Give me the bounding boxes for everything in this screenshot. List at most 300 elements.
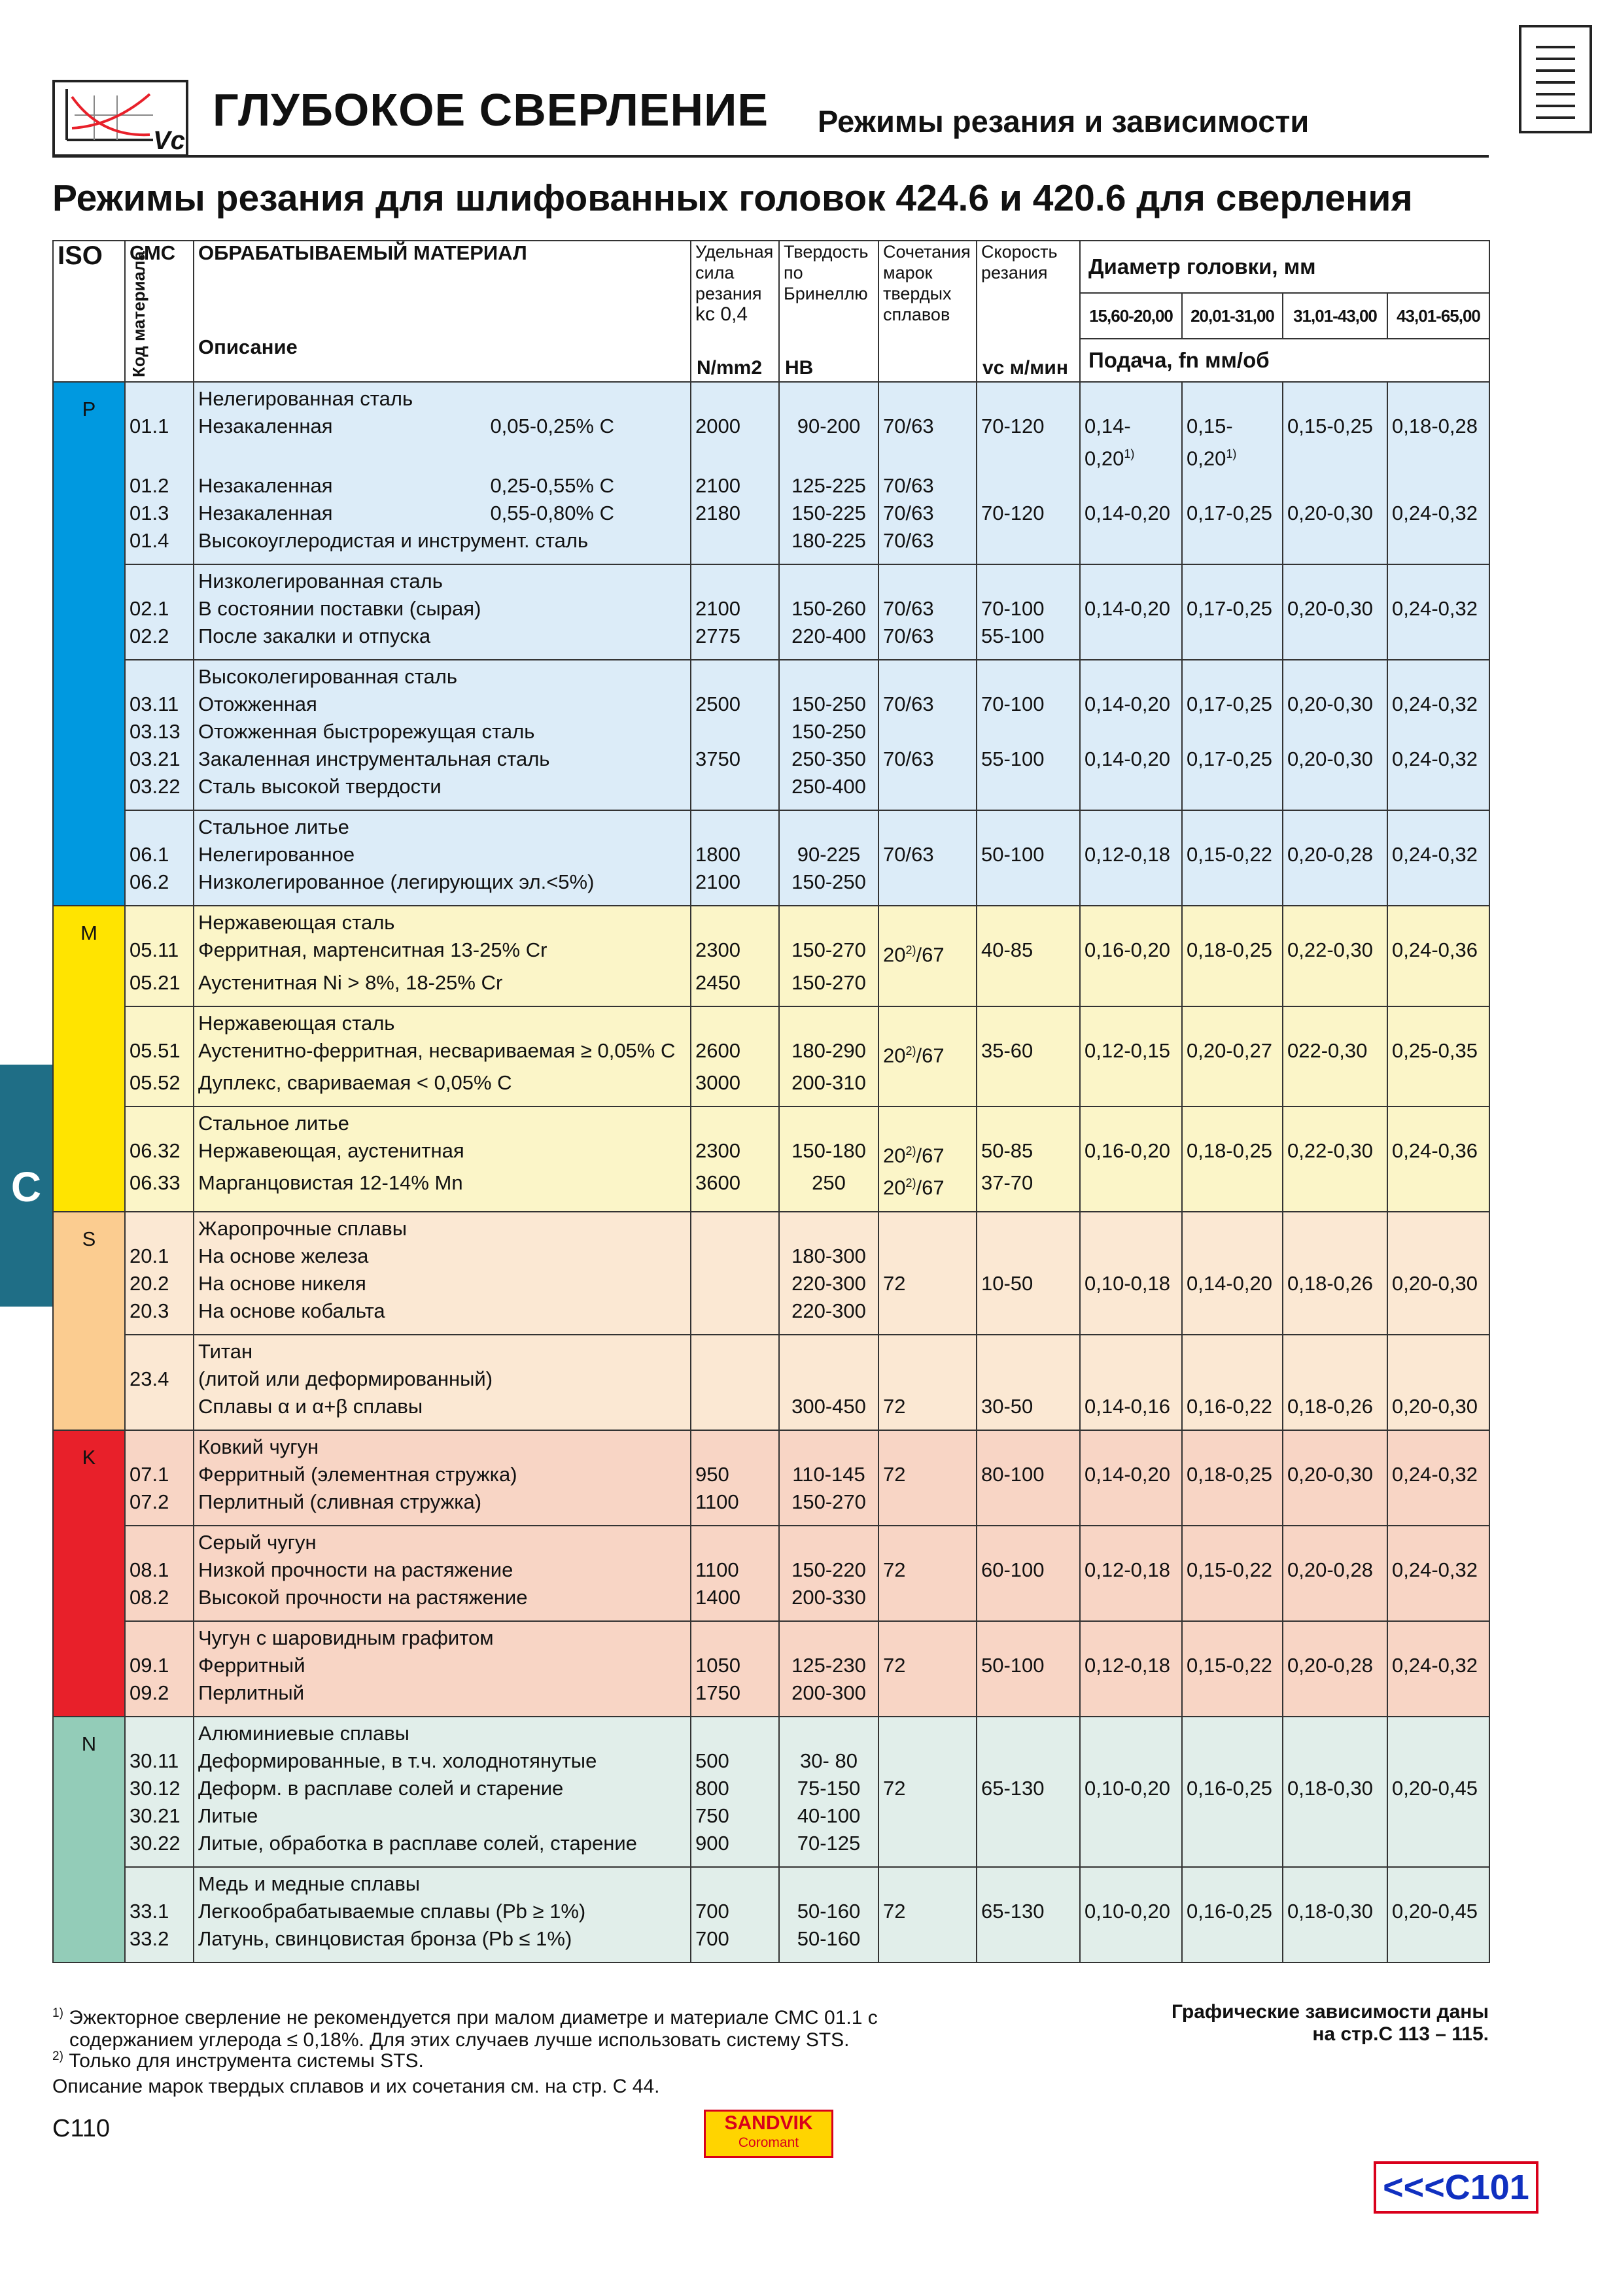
group-title-row [53,1212,1489,1242]
feed-header: Подача, fn мм/об [1080,339,1489,382]
cmc-cell [125,1717,194,1747]
blank-cell [977,1621,1080,1652]
kc-cell: 750 [691,1802,779,1830]
blank-cell [878,1006,977,1037]
blank-cell [779,1621,878,1652]
hb-cell: 90-225 [779,841,878,868]
f1-cell: 0,14-0,20 [1080,691,1182,718]
blank-cell [691,1212,779,1242]
f1-cell [1080,527,1182,564]
f3-cell [1283,1925,1387,1962]
blank-cell [1182,1212,1283,1242]
f4-cell: 0,24-0,32 [1387,595,1489,623]
table-row [53,1461,1489,1488]
speed-header [977,241,1080,382]
force-header-line: резания [695,284,762,303]
f3-cell [1283,1830,1387,1867]
f1-cell: 0,16-0,20 [1080,1137,1182,1169]
blank-cell [1283,1867,1387,1898]
kc-cell: 800 [691,1775,779,1802]
grade-value: 20 [883,1043,906,1067]
f1-cell [1080,623,1182,660]
kc-cell [691,1242,779,1270]
material-description: Высокой прочности на растяжение [194,1584,691,1621]
grades-cell [878,773,977,810]
grade-value: 20 [883,943,906,967]
vc-cell: 55-100 [977,745,1080,773]
material-description: В состоянии поставки (сырая) [194,595,691,623]
blank-cell [878,564,977,595]
grades-cell [878,1802,977,1830]
f1-cell: 0,12-0,15 [1080,1037,1182,1069]
vc-cell: 50-100 [977,841,1080,868]
footnote-marker: 2) [905,1144,916,1157]
blank-cell [1387,1335,1489,1365]
f2-cell [1182,472,1283,500]
brand-name: SANDVIK [724,2112,813,2134]
table-row [53,527,1489,564]
cmc-code: 06.2 [125,868,194,906]
f2-cell [1182,1069,1283,1106]
grades-cell [878,1747,977,1775]
material-description: Сталь высокой твердости [194,773,691,810]
table-row [53,1137,1489,1169]
material-desc-header: Описание [198,335,298,358]
table-row [53,1069,1489,1106]
blank-cell [1387,906,1489,936]
grades-cell [878,1242,977,1270]
material-description: Аустенитная Ni > 8%, 18-25% Cr [194,969,691,1006]
f4-cell [1387,969,1489,1006]
f1-cell [1080,1069,1182,1106]
table-row [53,841,1489,868]
grades-cell: 72 [878,1393,977,1430]
blank-cell [779,1335,878,1365]
f3-cell: 0,18-0,30 [1283,1775,1387,1802]
blank-cell [1387,810,1489,841]
iso-group-p: P [53,382,125,906]
f3-cell: 0,20-0,30 [1283,595,1387,623]
f4-cell: 0,20-0,30 [1387,1393,1489,1430]
f4-cell [1387,1802,1489,1830]
f2-cell: 0,18-0,25 [1182,936,1283,968]
cmc-code: 02.2 [125,623,194,660]
f1-cell [1080,1679,1182,1717]
grades-cell [878,868,977,906]
material-description: Дуплекс, свариваемая < 0,05% C [194,1069,691,1106]
footnote-marker: 2) [905,944,916,957]
force-header [691,241,779,382]
blank-cell [1182,382,1283,413]
blank-cell [977,382,1080,413]
vc-cell [977,1584,1080,1621]
blank-cell [878,1212,977,1242]
f1-cell [1080,1925,1182,1962]
f2-cell [1182,1747,1283,1775]
table-row [53,969,1489,1006]
vc-cell [977,1488,1080,1526]
blank-cell [691,1106,779,1137]
feed-value: 0,14-0,20 [1085,415,1131,470]
f2-cell [1182,773,1283,810]
graphs-reference[interactable] [1172,2001,1489,2046]
header-subtitle: Режимы резания и зависимости [818,104,1310,139]
f3-cell: 0,18-0,26 [1283,1393,1387,1430]
vc-cell: 70-120 [977,413,1080,472]
table-row [53,868,1489,906]
table-row [53,413,1489,472]
table-row [53,595,1489,623]
f1-cell [1080,1169,1182,1211]
f4-cell: 0,24-0,32 [1387,745,1489,773]
hb-cell: 150-270 [779,969,878,1006]
blank-cell [1283,1335,1387,1365]
kc-cell: 950 [691,1461,779,1488]
cmc-code: 03.22 [125,773,194,810]
blank-cell [878,906,977,936]
blank-cell [977,1006,1080,1037]
cutting-data-table [52,240,1490,1963]
blank-cell [1182,1526,1283,1556]
material-description [194,413,691,472]
material-group-title: Медь и медные сплавы [194,1867,691,1898]
diameter-column: 20,01-31,00 [1182,293,1283,339]
vc-cell: 37-70 [977,1169,1080,1211]
f3-cell [1283,1169,1387,1211]
kc-cell: 2300 [691,936,779,968]
f1-cell [1080,413,1182,472]
table-row [53,1169,1489,1211]
f1-cell: 0,14-0,20 [1080,500,1182,527]
hb-cell: 75-150 [779,1775,878,1802]
cmc-code: 01.2 [125,472,194,500]
kc-cell: 1800 [691,841,779,868]
f4-cell [1387,1925,1489,1962]
blank-cell [1080,1526,1182,1556]
blank-cell [779,1867,878,1898]
grades-cell: 70/63 [878,691,977,718]
hb-cell: 150-225 [779,500,878,527]
page-number: C110 [52,2115,111,2142]
f3-cell: 0,18-0,26 [1283,1270,1387,1297]
blank-cell [977,1430,1080,1461]
cmc-cell [125,382,194,413]
blank-cell [878,1335,977,1365]
cmc-code-header: Код материала [129,251,148,377]
grades-header-line: марок [883,263,933,283]
grades-cell [878,1830,977,1867]
vc-cell: 35-60 [977,1037,1080,1069]
f4-cell [1387,1069,1489,1106]
cmc-code: 06.32 [125,1137,194,1169]
blank-cell [1387,382,1489,413]
cmc-code: 20.1 [125,1242,194,1270]
f2-cell: 0,18-0,25 [1182,1137,1283,1169]
blank-cell [779,1006,878,1037]
f1-cell: 0,12-0,18 [1080,1652,1182,1679]
blank-cell [977,906,1080,936]
table-row [53,718,1489,745]
hb-cell: 220-300 [779,1270,878,1297]
group-title-row [53,1867,1489,1898]
cmc-header [125,241,194,382]
header-title: ГЛУБОКОЕ СВЕРЛЕНИЕ [213,84,769,135]
f1-cell [1080,1488,1182,1526]
kc-cell: 1100 [691,1556,779,1584]
blank-cell [878,660,977,691]
diameter-column: 43,01-65,00 [1387,293,1489,339]
f2-cell [1182,969,1283,1006]
blank-cell [1283,1717,1387,1747]
f3-cell [1283,773,1387,810]
description-text: Незакаленная [198,474,333,498]
kc-cell [691,1297,779,1335]
grades-cell [878,1137,977,1169]
blank-cell [977,1106,1080,1137]
f4-cell: 0,24-0,32 [1387,500,1489,527]
blank-cell [878,1526,977,1556]
cutting-speed-graph-icon [52,80,188,157]
grades-cell: 72 [878,1652,977,1679]
f2-cell: 0,16-0,25 [1182,1898,1283,1925]
blank-cell [691,564,779,595]
grade-value-suffix: /67 [916,1043,945,1067]
table-row [53,1802,1489,1830]
hb-cell: 40-100 [779,1802,878,1830]
cmc-code: 30.21 [125,1802,194,1830]
blank-cell [1080,906,1182,936]
blank-cell [1387,564,1489,595]
blank-cell [779,1717,878,1747]
f4-cell [1387,868,1489,906]
kc-cell: 3600 [691,1169,779,1211]
f2-cell [1182,527,1283,564]
cmc-code: 06.1 [125,841,194,868]
brand-logo [704,2110,833,2158]
f2-cell: 0,17-0,25 [1182,745,1283,773]
cmc-code: 05.52 [125,1069,194,1106]
f3-cell: 0,22-0,30 [1283,936,1387,968]
f3-cell: 022-0,30 [1283,1037,1387,1069]
f2-cell: 0,17-0,25 [1182,500,1283,527]
blank-cell [1080,1212,1182,1242]
blank-cell [1080,1430,1182,1461]
vc-cell [977,1069,1080,1106]
grades-cell: 72 [878,1556,977,1584]
f3-cell: 0,18-0,30 [1283,1898,1387,1925]
blank-cell [1080,660,1182,691]
hardness-header-line: по [784,263,803,283]
f4-cell [1387,1679,1489,1717]
material-group-title: Стальное литье [194,1106,691,1137]
f2-cell [1182,1830,1283,1867]
grades-cell [878,1584,977,1621]
f1-cell: 0,10-0,18 [1080,1270,1182,1297]
group-title-row [53,382,1489,413]
grades-cell: 70/63 [878,623,977,660]
kc-cell: 900 [691,1830,779,1867]
hb-cell: 250-400 [779,773,878,810]
section-tab[interactable] [0,1065,52,1307]
vc-cell [977,1925,1080,1962]
header-divider [52,155,1489,158]
vc-cell [977,868,1080,906]
kc-cell: 700 [691,1898,779,1925]
f2-cell [1182,1242,1283,1270]
blank-cell [1080,1106,1182,1137]
blank-cell [1080,810,1182,841]
diameter-column: 31,01-43,00 [1283,293,1387,339]
material-description: Латунь, свинцовистая бронза (Pb ≤ 1%) [194,1925,691,1962]
f2-cell [1182,1679,1283,1717]
cmc-code: 02.1 [125,595,194,623]
cmc-code: 03.11 [125,691,194,718]
vc-cell: 50-85 [977,1137,1080,1169]
f2-cell: 0,17-0,25 [1182,691,1283,718]
blank-cell [779,810,878,841]
hb-cell [779,1365,878,1393]
material-description [194,472,691,500]
material-description-line [198,413,686,440]
blank-cell [1387,1526,1489,1556]
hb-cell: 150-180 [779,1137,878,1169]
material-description: Ферритный (элементная стружка) [194,1461,691,1488]
f1-cell [1080,1747,1182,1775]
table-row [53,1652,1489,1679]
vc-cell: 50-100 [977,1652,1080,1679]
f4-cell: 0,24-0,32 [1387,1556,1489,1584]
vc-cell [977,472,1080,500]
f4-cell [1387,1830,1489,1867]
table-row [53,745,1489,773]
material-description: На основе никеля [194,1270,691,1297]
grades-cell: 70/63 [878,527,977,564]
blank-cell [977,660,1080,691]
material-group-title: Серый чугун [194,1526,691,1556]
material-header-label: ОБРАБАТЫВАЕМЫЙ МАТЕРИАЛ [198,241,527,264]
document-icon[interactable] [1519,25,1592,133]
material-group-title: Низколегированная сталь [194,564,691,595]
grades-cell [878,718,977,745]
vc-cell: 65-130 [977,1775,1080,1802]
f1-cell: 0,10-0,20 [1080,1898,1182,1925]
cmc-code: 03.21 [125,745,194,773]
kc-cell: 2100 [691,595,779,623]
grades-cell [878,969,977,1006]
cmc-cell [125,906,194,936]
hb-cell: 150-220 [779,1556,878,1584]
material-description: Легкообрабатываемые сплавы (Pb ≥ 1%) [194,1898,691,1925]
vc-cell [977,1830,1080,1867]
hardness-header-line: Твердость [784,242,869,262]
footnote-marker: 1) [1124,447,1135,460]
hb-cell: 220-400 [779,623,878,660]
carbon-content: 0,05-0,25% C [490,415,614,437]
hb-cell: 150-260 [779,595,878,623]
grades-header [878,241,977,382]
f3-cell: 0,20-0,30 [1283,500,1387,527]
vc-cell [977,773,1080,810]
f3-cell: 0,20-0,30 [1283,745,1387,773]
graphs-reference-line: на стр.С 113 – 115. [1312,2023,1489,2045]
material-group-title: Нержавеющая сталь [194,1006,691,1037]
hardness-header-line: Бринеллю [784,284,868,303]
table-row [53,1679,1489,1717]
material-description: Отожженная быстрорежущая сталь [194,718,691,745]
material-description [194,500,691,527]
f4-cell: 0,24-0,32 [1387,841,1489,868]
blank-cell [691,1621,779,1652]
cmc-code: 20.3 [125,1297,194,1335]
hb-cell: 90-200 [779,413,878,472]
page-heading: Режимы резания для шлифованных головок 424.6 и 420.6 для сверления [52,177,1413,219]
vc-cell [977,1297,1080,1335]
vc-cell: 70-100 [977,595,1080,623]
force-unit: N/mm2 [697,357,763,379]
iso-group-s: S [53,1212,125,1430]
blank-cell [1080,564,1182,595]
material-group-title: Жаропрочные сплавы [194,1212,691,1242]
kc-cell: 1100 [691,1488,779,1526]
blank-cell [1080,1335,1182,1365]
feed-value: 0,15-0,20 [1187,415,1233,470]
blank-cell [691,1430,779,1461]
cmc-code: 01.4 [125,527,194,564]
graph-icon [55,82,186,154]
group-title-row [53,1430,1489,1461]
table-row [53,1747,1489,1775]
kc-cell: 700 [691,1925,779,1962]
kc-cell: 2600 [691,1037,779,1069]
iso-group-m: M [53,906,125,1211]
material-group-title: Ковкий чугун [194,1430,691,1461]
f3-cell: 0,15-0,25 [1283,413,1387,472]
material-description: Ферритный [194,1652,691,1679]
blank-cell [1387,1106,1489,1137]
f3-cell: 0,20-0,28 [1283,1556,1387,1584]
f1-cell [1080,1584,1182,1621]
back-link[interactable]: <<<C101 [1374,2161,1538,2214]
kc-cell: 2180 [691,500,779,527]
grade-value: 20 [883,1144,906,1167]
blank-cell [779,1106,878,1137]
kc-cell [691,773,779,810]
grades-cell: 70/63 [878,472,977,500]
table-row [53,1775,1489,1802]
material-description: Нелегированное [194,841,691,868]
cmc-code: 01.3 [125,500,194,527]
f1-cell: 0,12-0,18 [1080,1556,1182,1584]
cmc-cell [125,1335,194,1365]
f1-cell: 0,14-0,20 [1080,595,1182,623]
material-group-title: Стальное литье [194,810,691,841]
kc-cell: 2775 [691,623,779,660]
hb-cell: 150-250 [779,868,878,906]
f2-cell [1182,868,1283,906]
kc-cell: 2100 [691,472,779,500]
material-group-title: Алюминиевые сплавы [194,1717,691,1747]
grades-header-line: Сочетания [883,242,971,262]
hb-cell: 150-250 [779,718,878,745]
material-group-title: Чугун с шаровидным графитом [194,1621,691,1652]
f1-cell [1080,773,1182,810]
material-description: (литой или деформированный) [194,1365,691,1393]
f2-cell: 0,15-0,22 [1182,1652,1283,1679]
table-row [53,1393,1489,1430]
footnote-marker: 1) [1226,447,1237,460]
hb-cell: 300-450 [779,1393,878,1430]
table-row [53,773,1489,810]
